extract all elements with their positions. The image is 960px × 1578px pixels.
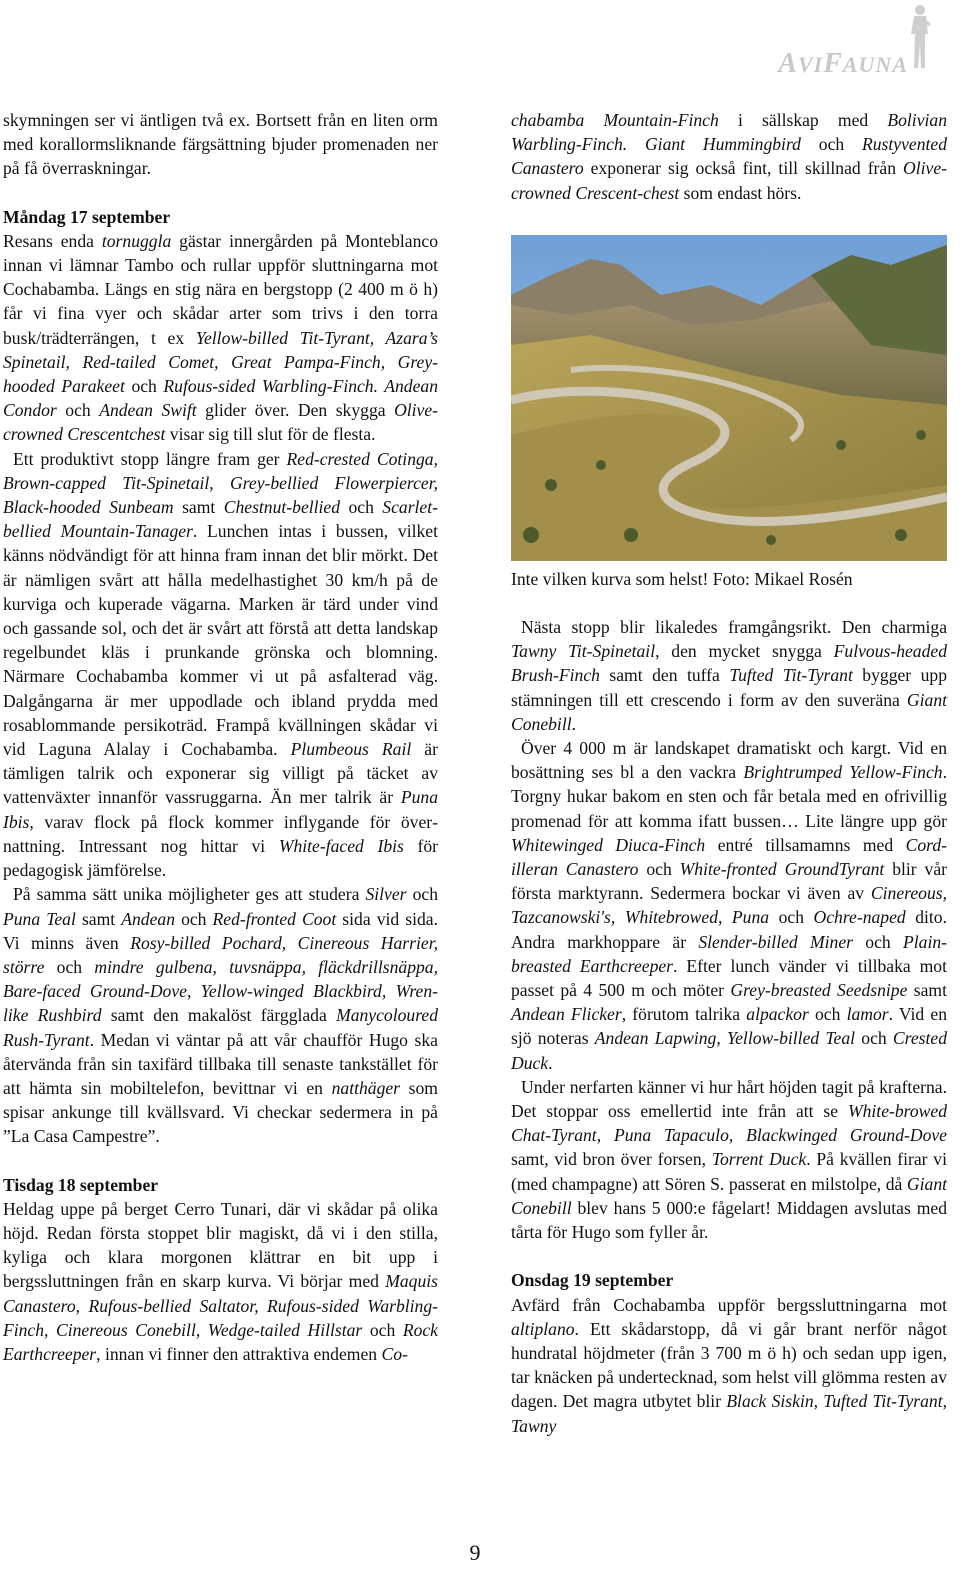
day-heading: Måndag 17 september [3,206,171,227]
page-number: 9 [469,1540,481,1565]
paragraph: Ett produktivt stopp längre fram ger Red-crested Cotinga, Brown-capped Tit-Spinetail, Grey-bellied Flowerpiercer, Black-hooded Sunbeam samt Chestnut-bellied och Scarlet-bellied Mountain-Tanager. Lunchen intas i bussen, vilket känns nödvändigt för att hinna fram innan det blir mörkt. Det är nämligen svårt att hålla medelhastighet 30 km/h på de kurviga och kuperade vägarna. Marken är tärd under vind och gassande sol, och det är svårt att förstå att detta landskap regelbundet kläs i prunkande grönska och blomning. Närmare Cochabamba kommer vi ut på asfalterad väg. Dalgångarna är mer uppodlade och ibland prydda med rosablommande persikoträd. Frampå kvällningen skådar vi vid Laguna Alalay i Cochabamba. Plumbeous Rail är tämligen talrik och exponerar sig villigt på täcket av vattenväxter innanför vassruggarna. Än mer talrik är Puna Ibis, varav flock på flock kommer inflygande för övernattning. Intressant nog hittar vi White-faced Ibis för pedagogisk jämförelse. [3,448,439,881]
logo-wordmark: AVIFAUNA [778,48,908,79]
photo-caption: Inte vilken kurva som helst! Foto: Mikael Rosén [511,568,853,589]
paragraph: Nästa stopp blir likaledes framgångsrikt. Den charmiga Tawny Tit-Spinetail, den mycket snygga Fulvous-headed Brush-Finch samt den tuffa Tufted Tit-Tyrant bygger upp stämningen till ett crescendo i form av den suveräna Giant Conebill. [511,617,948,734]
mountain-road-photo [511,235,947,561]
paragraph: Resans enda tornuggla gästar innergården på Monteblanco innan vi lämnar Tambo och rullar uppför sluttningarna mot Cochabamba. Längs en stig nära en bergstopp (2 400 m ö h) får vi fina vyer och skådar arter som trivs i den torra busk/trädterrängen, t ex Yellow-billed Tit-Tyrant, Azara’s Spinetail, Red-tailed Comet, Great Pampa-Finch, Grey-hooded Parakeet och Rufous-sided Warbling-Finch. Andean Condor och Andean Swift glider över. Den skygga Olive-crowned Crescentchest visar sig till slut för de flesta. [3,230,439,445]
right-column [511,108,947,1438]
day-heading: Tisdag 18 september [3,1174,159,1195]
birdwatcher-silhouette-icon [906,4,932,70]
paragraph: Heldag uppe på berget Cerro Tunari, där vi skådar på olika höjd. Redan första stoppet blir magiskt, då vi i den stilla, kyliga och klara morgonen klättrar en bit upp i bergssluttningen från en skarp kurva. Vi börjar med Maquis Canastero, Rufous-bellied Saltator, Rufous-sided Warbling-Finch, Cinereous Conebill, Wedge-tailed Hillstar och Rock Earthcreeper, innan vi finner den attraktiva endemen Co- [3,1198,438,1364]
paragraph: På samma sätt unika möjligheter ges att studera Silver och Puna Teal samt Andean och Red-fronted Coot sida vid sida. Vi minns även Rosy-billed Pochard, Cinereous Harrier, större och mindre gulbena, tuvsnäppa, fläckdrillsnäppa, Bare-faced Ground-Dove, Yellow-winged Blackbird, Wren-like Rushbird samt den makalöst färgglada Manycoloured Rush-Tyrant. Medan vi väntar på att vår chaufför Hugo ska återvända från sin taxifärd tillbaka till senaste tankstället för att hämta sin mobiltelefon, bevittnar vi en natthäger som spisar ankunge till kvällsvard. Vi checkar sedermera in på ”La Casa Campestre”. [3,884,439,1147]
left-column [3,108,438,1366]
avifauna-logo [746,4,946,79]
paragraph: Avfärd från Cochabamba uppför bergssluttningarna mot altiplano. Ett skådarstopp, då vi går brant nerför något hundratal höjdmeter (från 3 700 m ö h) och sedan upp igen, tar knäcken på undertecknad, som helst vill glömma resten av dagen. Det magra utbytet blir Black Siskin, Tufted Tit-Tyrant, Tawny [511,1294,947,1436]
paragraph: skymningen ser vi äntligen två ex. Bortsett från en liten orm med korallormsliknande färgsättning bjuder promenaden ner på få överraskningar. [3,110,438,179]
day-heading: Onsdag 19 september [511,1270,674,1291]
paragraph: Över 4 000 m är landskapet dramatiskt och kargt. Vid en bosättning ses bl a den vackra Brightrumped Yellow-Finch. Torgny hukar bakom en sten och får betala med en ofrivillig promenad för att komma ifatt bussen… Lite längre upp gör Whitewinged Diuca-Finch entré tillsamamns med Cordilleran Canastero och White-fronted GroundTyrant blir vår första marktyrann. Sedermera bockar vi även av Cinereous, Tazcanowski's, Whitebrowed, Puna och Ochre-naped dito. Andra markhoppare är Slender-billed Miner och Plain-breasted Earthcreeper. Efter lunch vänder vi tillbaka mot passet på 4 500 m och möter Grey-breasted Seedsnipe samt Andean Flicker, förutom talrika alpackor och lamor. Vid en sjö noteras Andean Lapwing, Yellow-billed Teal och Crested Duck. [511,738,948,1073]
paragraph: Under nerfarten känner vi hur hårt höjden tagit på krafterna. Det stoppar oss emellertid inte från att se White-browed Chat-Tyrant, Puna Tapaculo, Blackwinged Ground-Dove samt, vid bron över forsen, Torrent Duck. På kvällen firar vi (med champagne) att Sören S. passerat en milstolpe, då Giant Conebill blev hans 5 000:e fågelart! Middagen avslutas med tårta för Hugo som fyller år. [511,1076,947,1243]
paragraph: chabamba Mountain-Finch i sällskap med Bolivian Warbling-Finch. Giant Hummingbird och Rustyvented Canastero exponerar sig också fint, till skillnad från Olive-crowned Crescent-chest som endast hörs. [511,110,948,203]
